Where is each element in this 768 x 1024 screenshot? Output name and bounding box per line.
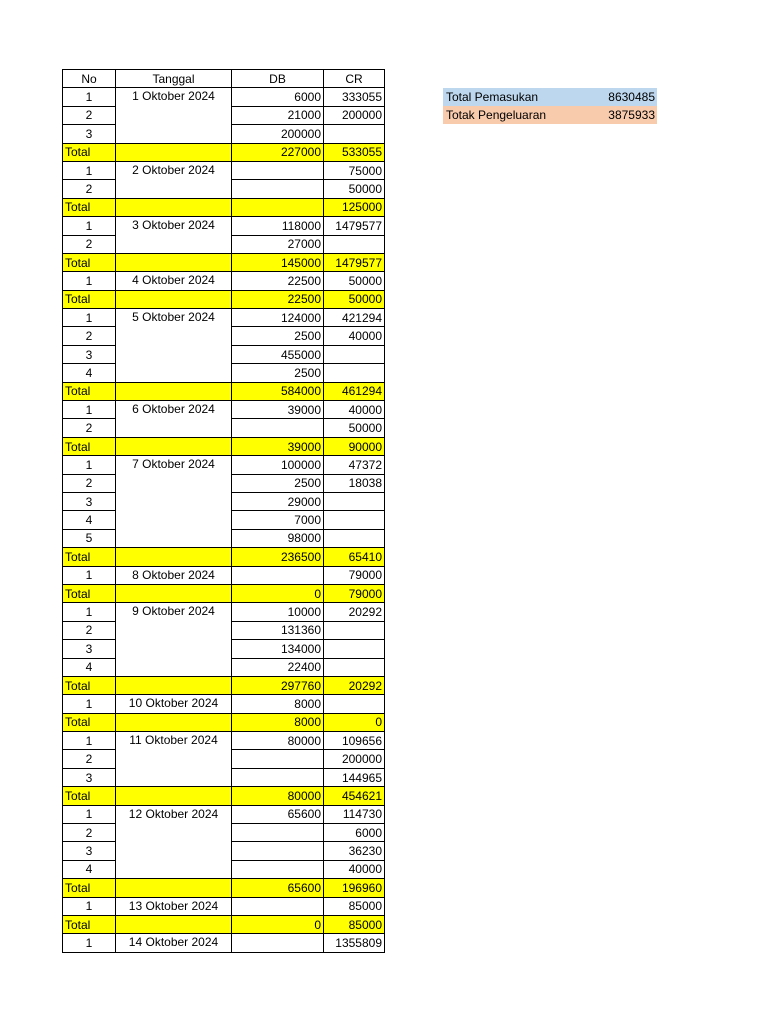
total-spacer: [116, 548, 232, 566]
summary-value: 3875933: [601, 106, 657, 124]
total-db: 65600: [232, 879, 324, 897]
row-no: 1: [63, 732, 116, 750]
ledger-table: [62, 69, 385, 953]
row-no: 1: [63, 934, 116, 952]
table-row: [63, 217, 385, 235]
row-cr: [324, 125, 385, 143]
row-db: 10000: [232, 603, 324, 621]
row-cr: 40000: [324, 327, 385, 345]
row-db: [232, 180, 324, 198]
row-no: 3: [63, 125, 116, 143]
table-row: [63, 934, 385, 952]
row-db: [232, 934, 324, 952]
row-no: 4: [63, 511, 116, 529]
row-date: 7 Oktober 2024: [116, 456, 232, 548]
table-row: [63, 695, 385, 713]
row-db: [232, 161, 324, 179]
total-cr: 461294: [324, 382, 385, 400]
row-no: 3: [63, 492, 116, 510]
row-no: 1: [63, 805, 116, 823]
row-db: [232, 419, 324, 437]
total-db: 227000: [232, 143, 324, 161]
total-cr: 454621: [324, 787, 385, 805]
total-row: [63, 548, 385, 566]
row-no: 2: [63, 474, 116, 492]
row-db: 124000: [232, 309, 324, 327]
total-db: 80000: [232, 787, 324, 805]
row-cr: 109656: [324, 732, 385, 750]
row-cr: 18038: [324, 474, 385, 492]
total-db: 584000: [232, 382, 324, 400]
row-cr: 36230: [324, 842, 385, 860]
row-cr: [324, 511, 385, 529]
row-date: 10 Oktober 2024: [116, 695, 232, 713]
row-no: 1: [63, 272, 116, 290]
row-no: 3: [63, 842, 116, 860]
row-no: 1: [63, 566, 116, 584]
total-label: Total: [63, 787, 116, 805]
row-cr: [324, 640, 385, 658]
row-no: 3: [63, 768, 116, 786]
row-cr: 1479577: [324, 217, 385, 235]
row-cr: 144965: [324, 768, 385, 786]
header-cr: CR: [324, 70, 385, 88]
table-row: [63, 88, 385, 106]
summary-row-pemasukan: [443, 88, 657, 106]
row-no: 2: [63, 621, 116, 639]
summary-table: [443, 88, 657, 124]
row-no: 2: [63, 750, 116, 768]
total-spacer: [116, 787, 232, 805]
row-no: 2: [63, 106, 116, 124]
total-cr: 79000: [324, 584, 385, 602]
row-db: 27000: [232, 235, 324, 253]
row-db: [232, 842, 324, 860]
total-label: Total: [63, 198, 116, 216]
row-cr: 50000: [324, 272, 385, 290]
row-date: 11 Oktober 2024: [116, 732, 232, 787]
total-cr: 0: [324, 713, 385, 731]
total-cr: 65410: [324, 548, 385, 566]
total-db: 297760: [232, 676, 324, 694]
total-label: Total: [63, 713, 116, 731]
row-cr: 79000: [324, 566, 385, 584]
row-cr: 85000: [324, 897, 385, 915]
total-db: 22500: [232, 290, 324, 308]
total-cr: 20292: [324, 676, 385, 694]
total-db: 8000: [232, 713, 324, 731]
row-cr: 47372: [324, 456, 385, 474]
row-db: 22400: [232, 658, 324, 676]
row-db: 455000: [232, 345, 324, 363]
total-db: 145000: [232, 253, 324, 271]
row-cr: 200000: [324, 750, 385, 768]
total-cr: 1479577: [324, 253, 385, 271]
row-cr: [324, 364, 385, 382]
total-spacer: [116, 437, 232, 455]
row-cr: 6000: [324, 824, 385, 842]
row-db: 80000: [232, 732, 324, 750]
row-db: 2500: [232, 474, 324, 492]
total-label: Total: [63, 253, 116, 271]
row-no: 3: [63, 640, 116, 658]
total-row: [63, 584, 385, 602]
row-db: [232, 750, 324, 768]
row-date: 12 Oktober 2024: [116, 805, 232, 879]
total-spacer: [116, 198, 232, 216]
total-spacer: [116, 915, 232, 933]
total-db: 236500: [232, 548, 324, 566]
total-label: Total: [63, 879, 116, 897]
row-db: 6000: [232, 88, 324, 106]
row-db: 118000: [232, 217, 324, 235]
total-db: [232, 198, 324, 216]
total-cr: 85000: [324, 915, 385, 933]
total-row: [63, 253, 385, 271]
total-row: [63, 915, 385, 933]
summary-row-pengeluaran: [443, 106, 657, 124]
row-db: 7000: [232, 511, 324, 529]
row-db: 2500: [232, 364, 324, 382]
summary-label: Total Pemasukan: [443, 88, 601, 106]
total-cr: 90000: [324, 437, 385, 455]
table-row: [63, 732, 385, 750]
table-row: [63, 897, 385, 915]
table-row: [63, 603, 385, 621]
total-label: Total: [63, 548, 116, 566]
row-db: [232, 566, 324, 584]
table-row: [63, 401, 385, 419]
row-no: 1: [63, 603, 116, 621]
row-cr: [324, 621, 385, 639]
row-date: 4 Oktober 2024: [116, 272, 232, 290]
total-row: [63, 787, 385, 805]
total-row: [63, 879, 385, 897]
row-cr: 50000: [324, 180, 385, 198]
total-spacer: [116, 713, 232, 731]
row-date: 14 Oktober 2024: [116, 934, 232, 952]
row-db: 39000: [232, 401, 324, 419]
total-spacer: [116, 253, 232, 271]
row-no: 2: [63, 824, 116, 842]
row-no: 1: [63, 456, 116, 474]
row-cr: 20292: [324, 603, 385, 621]
row-cr: 1355809: [324, 934, 385, 952]
row-db: 21000: [232, 106, 324, 124]
row-db: [232, 824, 324, 842]
row-date: 2 Oktober 2024: [116, 161, 232, 198]
row-db: 134000: [232, 640, 324, 658]
row-no: 5: [63, 529, 116, 547]
row-cr: 333055: [324, 88, 385, 106]
row-db: [232, 897, 324, 915]
row-no: 1: [63, 309, 116, 327]
table-row: [63, 805, 385, 823]
total-spacer: [116, 879, 232, 897]
row-no: 4: [63, 860, 116, 878]
row-no: 2: [63, 327, 116, 345]
header-no: No: [63, 70, 116, 88]
header-db: DB: [232, 70, 324, 88]
total-spacer: [116, 382, 232, 400]
total-row: [63, 198, 385, 216]
total-label: Total: [63, 382, 116, 400]
row-no: 2: [63, 235, 116, 253]
total-row: [63, 290, 385, 308]
row-db: 29000: [232, 492, 324, 510]
header-row: [63, 70, 385, 88]
row-no: 4: [63, 364, 116, 382]
row-no: 2: [63, 419, 116, 437]
total-row: [63, 713, 385, 731]
row-date: 3 Oktober 2024: [116, 217, 232, 254]
header-tanggal: Tanggal: [116, 70, 232, 88]
row-db: 22500: [232, 272, 324, 290]
row-cr: [324, 695, 385, 713]
total-cr: 125000: [324, 198, 385, 216]
row-db: 2500: [232, 327, 324, 345]
row-date: 6 Oktober 2024: [116, 401, 232, 438]
row-cr: 40000: [324, 860, 385, 878]
row-db: 131360: [232, 621, 324, 639]
row-no: 3: [63, 345, 116, 363]
row-cr: [324, 235, 385, 253]
summary-label: Totak Pengeluaran: [443, 106, 601, 124]
total-label: Total: [63, 915, 116, 933]
table-row: [63, 456, 385, 474]
total-db: 0: [232, 584, 324, 602]
total-spacer: [116, 290, 232, 308]
table-row: [63, 272, 385, 290]
total-db: 0: [232, 915, 324, 933]
row-cr: 114730: [324, 805, 385, 823]
row-date: 13 Oktober 2024: [116, 897, 232, 915]
row-cr: [324, 492, 385, 510]
row-date: 1 Oktober 2024: [116, 88, 232, 143]
total-label: Total: [63, 676, 116, 694]
total-spacer: [116, 143, 232, 161]
row-date: 5 Oktober 2024: [116, 309, 232, 383]
table-row: [63, 566, 385, 584]
row-cr: [324, 658, 385, 676]
row-cr: 200000: [324, 106, 385, 124]
total-row: [63, 143, 385, 161]
total-label: Total: [63, 290, 116, 308]
row-db: [232, 768, 324, 786]
row-db: [232, 860, 324, 878]
total-label: Total: [63, 143, 116, 161]
row-no: 1: [63, 401, 116, 419]
row-no: 1: [63, 695, 116, 713]
row-db: 100000: [232, 456, 324, 474]
total-row: [63, 437, 385, 455]
row-date: 9 Oktober 2024: [116, 603, 232, 677]
row-cr: 40000: [324, 401, 385, 419]
total-spacer: [116, 676, 232, 694]
summary-value: 8630485: [601, 88, 657, 106]
row-db: 8000: [232, 695, 324, 713]
total-cr: 50000: [324, 290, 385, 308]
row-no: 1: [63, 88, 116, 106]
row-no: 1: [63, 161, 116, 179]
row-no: 1: [63, 217, 116, 235]
row-no: 4: [63, 658, 116, 676]
row-no: 1: [63, 897, 116, 915]
row-db: 200000: [232, 125, 324, 143]
total-db: 39000: [232, 437, 324, 455]
total-spacer: [116, 584, 232, 602]
row-cr: 50000: [324, 419, 385, 437]
row-db: 98000: [232, 529, 324, 547]
total-cr: 533055: [324, 143, 385, 161]
table-row: [63, 161, 385, 179]
row-date: 8 Oktober 2024: [116, 566, 232, 584]
total-cr: 196960: [324, 879, 385, 897]
table-row: [63, 309, 385, 327]
row-cr: [324, 345, 385, 363]
row-cr: 421294: [324, 309, 385, 327]
row-db: 65600: [232, 805, 324, 823]
total-row: [63, 676, 385, 694]
total-label: Total: [63, 437, 116, 455]
row-cr: [324, 529, 385, 547]
row-no: 2: [63, 180, 116, 198]
total-label: Total: [63, 584, 116, 602]
row-cr: 75000: [324, 161, 385, 179]
total-row: [63, 382, 385, 400]
